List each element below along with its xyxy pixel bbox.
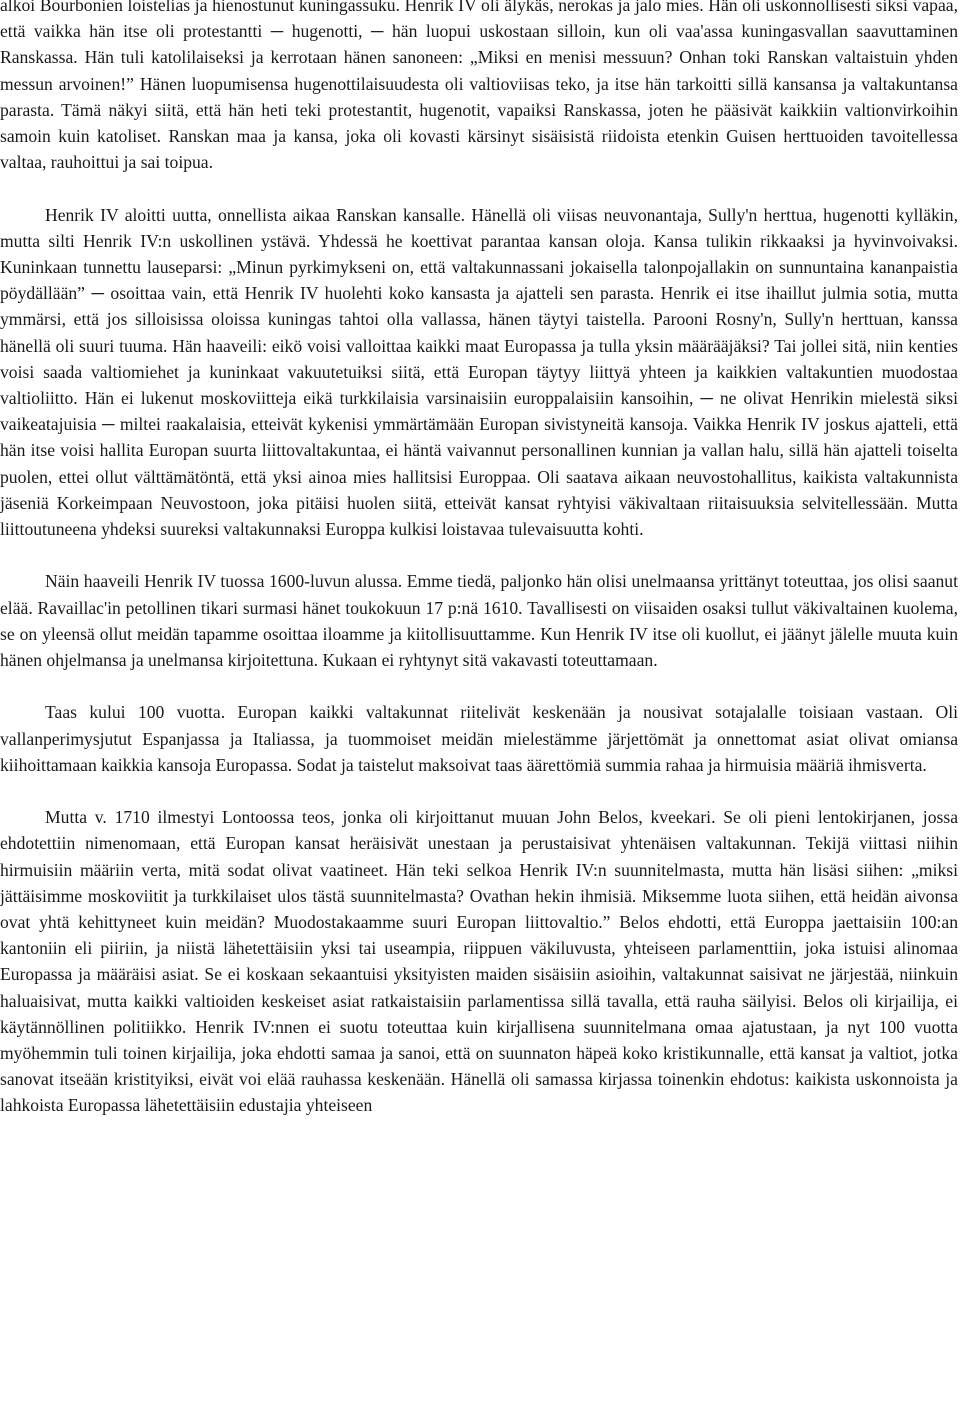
paragraph-2: Henrik IV aloitti uutta, onnellista aikaa Ranskan kansalle. Hänellä oli viisas neuvonantaja, Sully'n herttua, hugenotti kylläkin, mutta silti Henrik IV:n uskollinen ystävä. Yhdessä he koettivat parantaa kansan oloja. Kansa tulikin rikkaaksi ja hyvinvoivaksi. Kuninkaan tunnettu lauseparsi: „Minun pyrkimykseni on, että valtakunnassani jokaisella talonpojallakin on sunnuntaina kananpaistia pöydällään” ─ osoittaa vain, että Henrik IV huolehti koko kansasta ja ajatteli sen parasta. Henrik ei itse ihaillut julmia sotia, mutta ymmärsi, että jos silloisissa oloissa kuningas tahtoi olla vallassa, hänen täytyi taistella. Parooni Rosny'n, Sully'n herttuan, kanssa hänellä oli suuri tuuma. Hän haaveili: eikö voisi valloittaa kaikki maat Europassa ja tulla yksin määrääjäksi? Tai jollei sitä, niin kenties voisi saada valtiomiehet ja kuninkaat vakuutetuiksi siitä, että Europan täytyy liittyä yhteen ja kaikkien valtakuntien muodostaa valtioliitto. Hän ei lukenut moskoviitteja eikä turkkilaisia varsinaisiin europpalaisiin kansoihin, ─ ne olivat Henrikin mielestä siksi vaikeatajuisia ─ miltei raakalaisia, etteivät kykenisi ymmärtämään Europan sivistyneitä kansoja. Vaikka Henrik IV joskus ajatteli, että hän itse voisi hallita Europan suurta liittovaltakuntaa, ei häntä vaivannut personallinen kunnian ja vallan halu, sillä hän ajatteli toiselta puolen, ettei ollut välttämätöntä, että yksi ainoa mies hallitsisi Europpaa. Oli saatava aikaan neuvostohallitus, kaikista valtakunnista jäseniä Korkeimpaan Neuvostoon, joka pitäisi huolen siitä, etteivät kansat ryhtyisi väkivaltaan riitaisuuksia selvitellessään. Mutta liittoutuneena yhdeksi suureksi valtakunnaksi Europpa kulkisi loistavaa tulevaisuutta kohti. xyxy=(0,204,958,540)
paragraph-4: Taas kului 100 vuotta. Europan kaikki valtakunnat riitelivät keskenään ja nousivat sotajalalle toisiaan vastaan. Oli vallanperimysjutut Espanjassa ja Italiassa, ja tuommoiset meidän mielestämme järjettömät ja onnettomat asiat olivat omiansa kiihoittamaan kaikkia kansoja Europassa. Sodat ja taistelut maksoivat taas äärettömiä summia rahaa ja hirmuisia määriä ihmisverta. xyxy=(0,702,958,775)
paragraph-5: Mutta v. 1710 ilmestyi Lontoossa teos, jonka oli kirjoittanut muuan John Belos, kveekari. Se oli pieni lentokirjanen, jossa ehdotettiin nimenomaan, että Europan kansat heräisivät unestaan ja perustaisivat yhtenäisen valtakunnan. Tekijä viittasi niihin hirmuisiin määriin verta, mitä sodat olivat vaatineet. Hän teki selkoa Henrik IV:n suunnitelmasta, mutta hän lisäsi siihen: „miksi jättäisimme moskoviitit ja turkkilaiset ulos tästä suunnitelmasta? Ovathan hekin ihmisiä. Miksemme luota siihen, että heidän aivonsa ovat yhtä kehittyneet kuin meidän? Muodostakaamme suuri Europan liittovaltio.” Belos ehdotti, että Europpa jaettaisiin 100:an kantoniin eli piiriin, ja niistä lähetettäisiin yksi tai useampia, riippuen väkiluvusta, yhteiseen parlamenttiin, joka istuisi alinomaa Europassa ja määräisi asiat. Se ei koskaan sekaantuisi yksityisten maiden sisäisiin asioihin, valtakunnat saisivat ne järjestää, niinkuin haluaisivat, mutta kaikki valtioiden keskeiset asiat ratkaistaisiin parlamentissa sillä tavalla, että rauha säilyisi. Belos oli kirjailija, ei käytännöllinen politiikko. Henrik IV:nnen ei suotu toteuttaa kuin kirjallisena suunnitelmana omaa ajatustaan, ja nyt 100 vuotta myöhemmin tuli toinen kirjailija, joka ehdotti samaa ja sanoi, että on suunnaton häpeä koko kristikunnalle, että kansat ja valtiot, jotka sanovat itseään kristityiksi, eivät voi elää rauhassa keskenään. Hänellä oli samassa kirjassa toinenkin ehdotus: kaikista uskonnoista ja lahkoista Europassa lähetettäisiin edustajia yhteiseen xyxy=(0,807,958,1116)
paragraph-1: alkoi Bourbonien loistelias ja hienostunut kuningassuku. Henrik IV oli älykäs, nerokas ja jalo mies. Hän oli uskonnollisesti siksi vapaa, että vaikka hän itse oli protestantti ─ hugenotti, ─ hän luopui uskostaan silloin, kun oli vaa'assa kuningasvallan saavuttaminen Ranskassa. Hän tuli katolilaiseksi ja kerrotaan hänen sanoneen: „Miksi en menisi messuun? Onhan toki Ranskan valtaistuin yhden messun arvoinen!” Hänen luopumisensa hugenottilaisuudesta oli valtioviisas teko, ja itse hän tarkoitti sillä kansansa ja valtakuntansa parasta. Tämä näkyi siitä, että hän heti teki protestantit, hugenotit, vapaiksi Ranskassa, joten he pääsivät kaikkiin valtionvirkoihin samoin kuin katoliset. Ranskan maa ja kansa, joka oli kovasti kärsinyt sisäisistä riidoista etenkin Guisen herttuoiden tavoitellessa valtaa, rauhoittui ja sai toipua. xyxy=(0,0,958,173)
paragraph-3: Näin haaveili Henrik IV tuossa 1600-luvun alussa. Emme tiedä, paljonko hän olisi unelmaansa yrittänyt toteuttaa, jos olisi saanut elää. Ravaillac'in petollinen tikari surmasi hänet toukokuun 17 p:nä 1610. Tavallisesti on viisaiden osaksi tullut väkivaltainen kuolema, se on yleensä ollut meidän tapamme osoittaa iloamme ja kiitollisuuttamme. Kun Henrik IV itse oli kuollut, ei jäänyt jälelle muuta kuin hänen ohjelmansa ja unelmansa kirjoitettuna. Kukaan ei ryhtynyt sitä vakavasti toteuttamaan. xyxy=(0,571,958,671)
